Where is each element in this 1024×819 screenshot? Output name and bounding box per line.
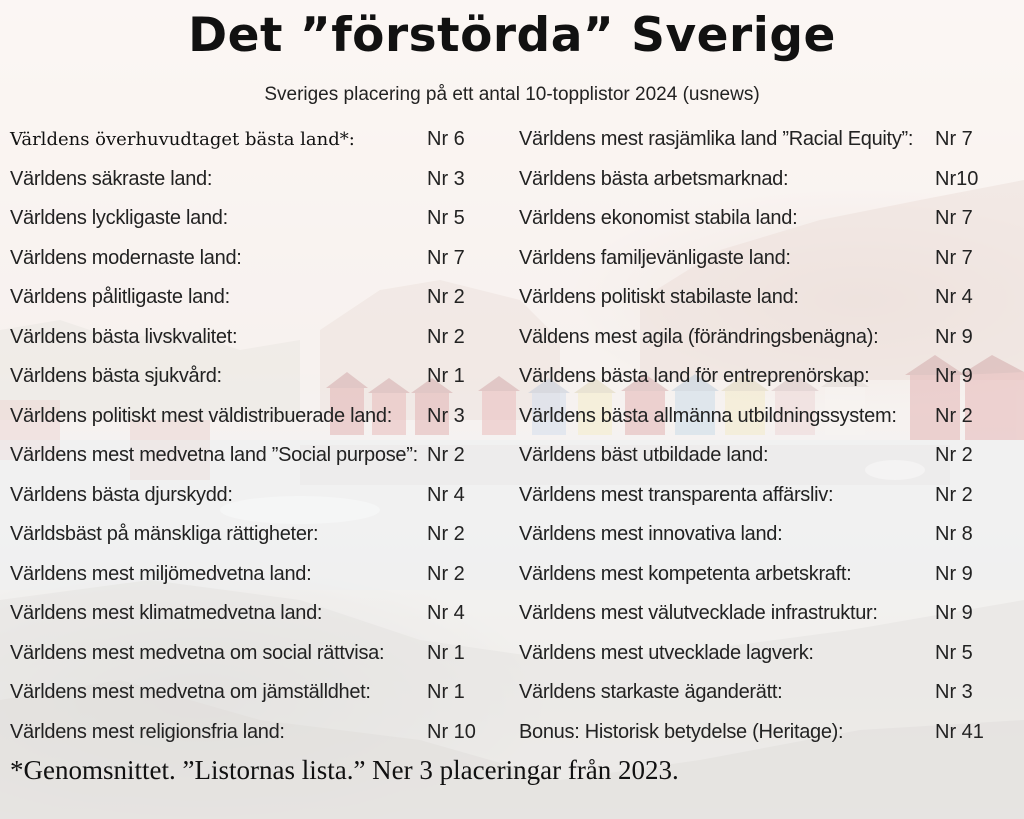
ranking-label: Världens familjevänligaste land:	[519, 246, 791, 269]
ranking-label: Världens bästa djurskydd:	[10, 483, 233, 506]
ranking-value: Nr 1	[427, 365, 465, 387]
ranking-value: Nr 9	[935, 602, 973, 624]
ranking-value: Nr 3	[427, 167, 465, 190]
ranking-value: Nr 3	[935, 681, 973, 703]
ranking-row	[10, 476, 485, 516]
ranking-value: Nr 5	[427, 207, 465, 229]
ranking-value: Nr 1	[427, 681, 465, 703]
ranking-value: Nr 9	[935, 365, 973, 387]
ranking-value: Nr 10	[427, 720, 476, 743]
ranking-row	[519, 239, 989, 279]
ranking-value: Nr 9	[935, 562, 973, 585]
ranking-label: Världens politiskt mest väldistribuerade land:	[10, 404, 392, 427]
ranking-value: Nr 4	[427, 602, 465, 624]
ranking-label: Världens mest innovativa land:	[519, 523, 783, 545]
ranking-label: Världens mest medvetna land ”Social purpose”:	[10, 444, 418, 466]
ranking-label: Världens mest medvetna om jämställdhet:	[10, 681, 371, 703]
ranking-label: Världens mest rasjämlika land ”Racial Equity”:	[519, 128, 914, 150]
ranking-row	[10, 199, 485, 239]
ranking-value: Nr10	[935, 167, 979, 190]
ranking-label: Världens bästa arbetsmarknad:	[519, 167, 789, 190]
ranking-value: Nr 7	[427, 246, 465, 269]
ranking-label: Världens överhuvudtaget bästa land*:	[10, 129, 355, 150]
ranking-label: Världens starkaste äganderätt:	[519, 681, 783, 703]
ranking-label: Världens bästa allmänna utbildningssystem:	[519, 404, 897, 427]
ranking-row	[10, 278, 485, 318]
ranking-label: Bonus: Historisk betydelse (Heritage):	[519, 720, 844, 743]
ranking-label: Världens bästa livskvalitet:	[10, 325, 238, 348]
ranking-value: Nr 7	[935, 128, 973, 150]
ranking-label: Världens bästa sjukvård:	[10, 365, 222, 387]
ranking-value: Nr 1	[427, 641, 465, 664]
ranking-value: Nr 4	[427, 483, 465, 506]
ranking-row	[519, 199, 989, 239]
ranking-row	[10, 357, 485, 397]
ranking-row	[519, 120, 989, 160]
ranking-row	[519, 713, 989, 753]
ranking-label: Världens mest utvecklade lagverk:	[519, 641, 814, 664]
ranking-row	[519, 634, 989, 674]
ranking-value: Nr 7	[935, 207, 973, 229]
ranking-label: Världens bästa land för entreprenörskap:	[519, 365, 870, 387]
ranking-row	[10, 397, 485, 437]
ranking-value: Nr 7	[935, 246, 973, 269]
ranking-row	[10, 318, 485, 358]
poster-subtitle: Sveriges placering på ett antal 10-topplistor 2024 (usnews)	[264, 84, 760, 105]
ranking-row	[10, 594, 485, 634]
ranking-label: Världens säkraste land:	[10, 167, 213, 190]
ranking-label: Världens mest välutvecklade infrastruktur:	[519, 602, 878, 624]
ranking-label: Världens mest miljömedvetna land:	[10, 562, 312, 585]
ranking-value: Nr 2	[427, 444, 465, 466]
ranking-row	[519, 594, 989, 634]
ranking-row	[10, 120, 485, 160]
ranking-row	[519, 397, 989, 437]
right-ranking-list	[519, 120, 989, 752]
ranking-label: Världens mest klimatmedvetna land:	[10, 602, 323, 624]
ranking-row	[10, 239, 485, 279]
ranking-label: Världens bäst utbildade land:	[519, 444, 769, 466]
ranking-row	[519, 160, 989, 200]
ranking-value: Nr 9	[935, 325, 973, 348]
poster-title: Det ”förstörda” Sverige	[188, 8, 836, 63]
ranking-value: Nr 2	[427, 325, 465, 348]
ranking-row	[519, 357, 989, 397]
ranking-label: Världens mest religionsfria land:	[10, 720, 285, 743]
ranking-value: Nr 2	[427, 523, 465, 545]
ranking-row	[519, 673, 989, 713]
ranking-label: Världens mest kompetenta arbetskraft:	[519, 562, 852, 585]
ranking-row	[519, 555, 989, 595]
ranking-row	[10, 673, 485, 713]
ranking-value: Nr 41	[935, 720, 984, 743]
ranking-label: Världens mest medvetna om social rättvisa:	[10, 641, 385, 664]
footnote: *Genomsnittet. ”Listornas lista.” Ner 3 placeringar från 2023.	[10, 755, 679, 785]
ranking-value: Nr 5	[935, 641, 973, 664]
ranking-row	[519, 436, 989, 476]
ranking-value: Nr 6	[427, 128, 465, 150]
ranking-label: Världens politiskt stabilaste land:	[519, 286, 799, 308]
ranking-row	[10, 634, 485, 674]
ranking-row	[519, 476, 989, 516]
ranking-value: Nr 2	[935, 404, 973, 427]
left-ranking-list	[10, 120, 485, 752]
ranking-label: Världens pålitligaste land:	[10, 286, 230, 308]
ranking-label: Världens ekonomist stabila land:	[519, 207, 798, 229]
ranking-row	[10, 713, 485, 753]
ranking-row	[519, 278, 989, 318]
ranking-value: Nr 2	[427, 286, 465, 308]
ranking-row	[10, 555, 485, 595]
ranking-value: Nr 2	[935, 483, 973, 506]
ranking-row	[10, 515, 485, 555]
ranking-value: Nr 2	[427, 562, 465, 585]
ranking-value: Nr 2	[935, 444, 973, 466]
ranking-label: Världens modernaste land:	[10, 246, 242, 269]
ranking-label: Världens mest transparenta affärsliv:	[519, 483, 834, 506]
ranking-value: Nr 8	[935, 523, 973, 545]
ranking-row	[10, 436, 485, 476]
ranking-row	[519, 515, 989, 555]
ranking-label: Väldens mest agila (förändringsbenägna):	[519, 325, 879, 348]
ranking-row	[10, 160, 485, 200]
ranking-value: Nr 3	[427, 404, 465, 427]
ranking-value: Nr 4	[935, 286, 973, 308]
ranking-row	[519, 318, 989, 358]
ranking-label: Världsbäst på mänskliga rättigheter:	[10, 523, 319, 545]
ranking-label: Världens lyckligaste land:	[10, 207, 228, 229]
